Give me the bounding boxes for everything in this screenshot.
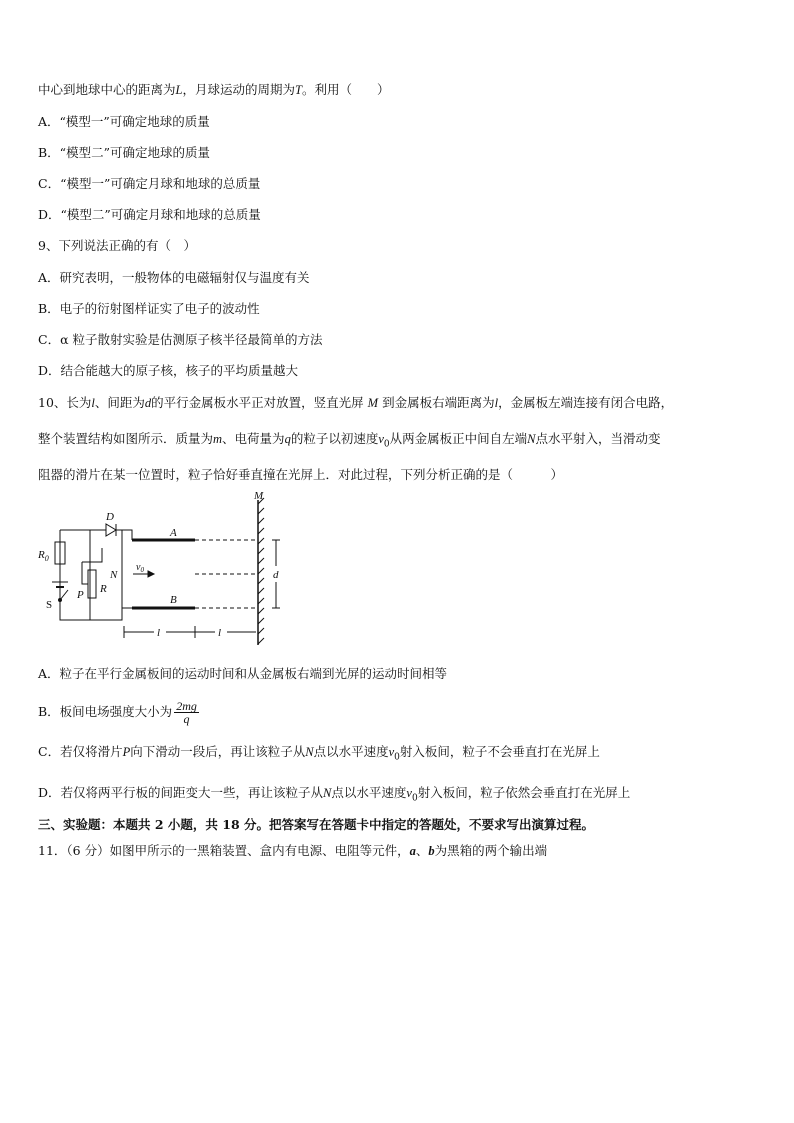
label-r: R: [100, 583, 107, 595]
q10-stem-line-2: [38, 431, 661, 453]
stem-text: 点水平射入，当滑动变: [535, 431, 661, 446]
stem-text: 、电荷量为: [222, 431, 285, 446]
symbol-m: m: [213, 432, 223, 446]
fraction-2mg-over-q: $\frac{2mg}{q}$: [176, 699, 197, 726]
arrow-head: [148, 571, 154, 577]
stem-text: 中心到地球中心的距离为: [38, 82, 176, 97]
option-text: 射入板间，粒子依然会垂直打在光屏上: [417, 785, 631, 800]
q8-option-d: D．“模型二”可确定月球和地球的总质量: [38, 207, 261, 222]
option-text: C．若仅将滑片: [38, 744, 123, 759]
symbol-v0: v: [378, 432, 384, 446]
q10-stem-line-3: 阻器的滑片在某一位置时，粒子恰好垂直撞在光屏上．对此过程，下列分析正确的是（ ）: [38, 467, 564, 482]
stem-text: 的粒子以初速度: [290, 431, 379, 446]
stem-text: 整个装置结构如图所示．质量为: [38, 431, 214, 446]
option-text: 射入板间，粒子不会垂直打在光屏上: [399, 744, 600, 759]
stem-text: 到金属板右端距离为: [382, 395, 495, 410]
label-n: N: [110, 569, 118, 581]
label-v0: $v_0$: [136, 562, 144, 574]
option-text: B．板间电场强度大小为: [38, 704, 173, 719]
symbol-N: N: [305, 745, 314, 759]
label-s: S: [46, 599, 53, 611]
symbol-P: P: [122, 745, 131, 759]
q10-option-b: [38, 700, 199, 725]
label-d-gap: d: [273, 569, 279, 581]
stem-text: 10、长为: [38, 395, 92, 410]
circuit-wire: [116, 530, 132, 540]
q9-option-b: B．电子的衍射图样证实了电子的波动性: [38, 301, 260, 316]
option-text: 向下滑动一段后，再让该粒子从: [130, 744, 306, 759]
symbol-N: N: [323, 786, 332, 800]
symbol-v0: v: [388, 745, 395, 759]
label-r0: $R_0$: [38, 549, 49, 563]
q9-option-a: A．研究表明，一般物体的电磁辐射仅与温度有关: [38, 270, 310, 285]
q10-option-a: A．粒子在平行金属板间的运动时间和从金属板右端到光屏的运动时间相等: [38, 666, 448, 681]
symbol-N: N: [527, 432, 536, 446]
q8-option-b: B．“模型二”可确定地球的质量: [38, 145, 210, 160]
option-text: D．若仅将两平行板的间距变大一些，再让该粒子从: [38, 785, 324, 800]
stem-text: ，金属板左端连接有闭合电路，: [498, 395, 674, 410]
slider-p: [82, 562, 88, 584]
screen-hatch: [258, 498, 264, 644]
section-3-heading: 三、实验题：本题共 2 小题，共 18 分。把答案写在答题卡中指定的答题处，不要求写出演算过程。: [38, 817, 595, 832]
q9-option-d: D．结合能越大的原子核，核子的平均质量越大: [38, 363, 299, 378]
stem-text: 的平行金属板水平正对放置，竖直光屏: [151, 395, 364, 410]
stem-text: 11．（6 分）如图甲所示的一黑箱装置、盒内有电源、电阻等元件，: [38, 843, 410, 858]
option-text: 点以水平速度: [331, 785, 407, 800]
switch-contact: [59, 599, 62, 602]
q8-option-a: A．“模型一”可确定地球的质量: [38, 114, 210, 129]
subscript-0: 0: [383, 439, 390, 450]
option-text: 点以水平速度: [313, 744, 389, 759]
label-l-1: l: [157, 627, 161, 639]
symbol-v0: v: [406, 786, 412, 800]
q10-option-c: C．若仅将滑片P向下滑动一段后，再让该粒子从N点以水平速度$v_0$射入板间，粒子不会垂直打在光屏上: [38, 744, 600, 763]
label-l-2: l: [218, 627, 222, 639]
symbol-L: L: [175, 83, 183, 97]
diode-d: [106, 524, 116, 536]
circuit-wire: [82, 548, 102, 562]
symbol-T: T: [294, 83, 302, 97]
stem-text: 为黑箱的两个输出端: [434, 843, 548, 858]
symbol-b: b: [428, 844, 435, 858]
label-plate-b: B: [170, 594, 177, 606]
label-plate-a: A: [170, 527, 177, 539]
symbol-l: l: [494, 396, 499, 410]
stem-text: 。利用（ ）: [301, 82, 390, 97]
label-p: P: [77, 589, 84, 601]
stem-text: 、间距为: [94, 395, 145, 410]
label-d-diode: D: [106, 511, 114, 523]
label-m: M: [254, 490, 264, 502]
q10-stem-line-1: [38, 395, 673, 411]
symbol-M: M: [367, 396, 379, 410]
stem-text: ，月球运动的周期为: [182, 82, 295, 97]
symbol-d: d: [144, 396, 152, 410]
circuit-diagram: [30, 490, 280, 650]
symbol-q: q: [284, 432, 291, 446]
question-9-stem: 9、下列说法正确的有（ ）: [38, 238, 196, 253]
question-11-stem: 11．（6 分）如图甲所示的一黑箱装置、盒内有电源、电阻等元件，a、b为黑箱的两个输出端: [38, 843, 548, 858]
symbol-l: l: [91, 396, 95, 410]
resistor-r: [88, 570, 96, 598]
q9-option-c: C．α 粒子散射实验是估测原子核半径最简单的方法: [38, 332, 323, 347]
stem-text: 从两金属板正中间自左端: [389, 431, 528, 446]
symbol-a: a: [409, 844, 416, 858]
circuit-wire: [95, 530, 122, 620]
question-8-stem-continued: [38, 82, 389, 98]
q10-option-d: D．若仅将两平行板的间距变大一些，再让该粒子从N点以水平速度$v_0$射入板间，粒子依然会垂直打在光屏上: [38, 785, 631, 804]
q8-option-c: C．“模型一”可确定月球和地球的总质量: [38, 176, 261, 191]
